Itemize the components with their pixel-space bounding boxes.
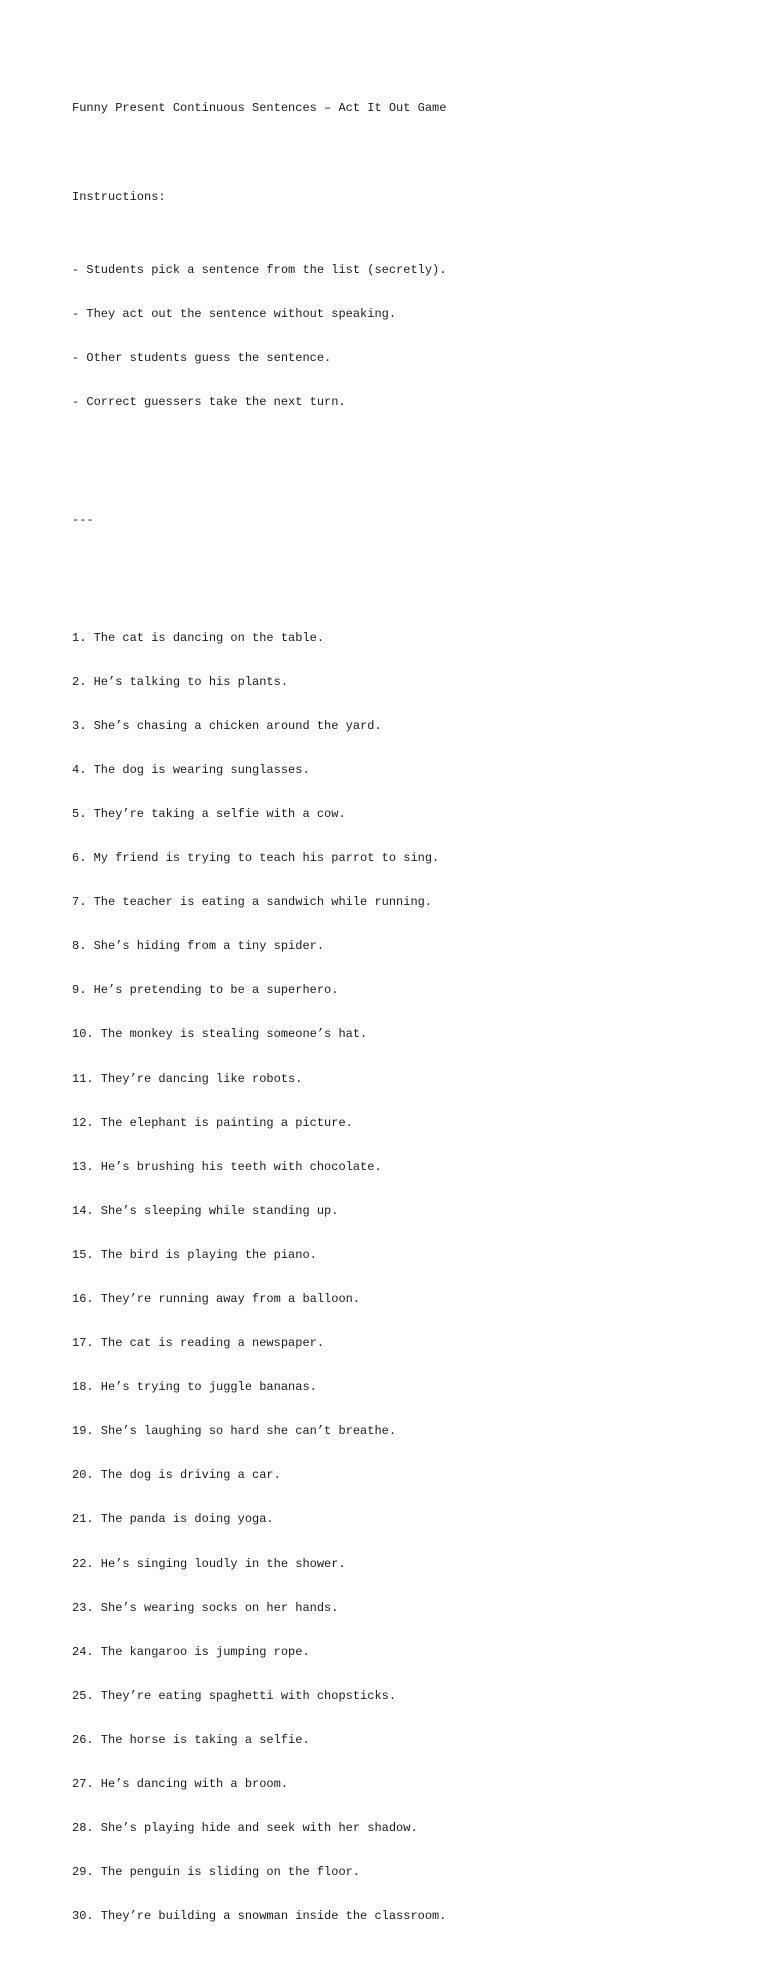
sentence-item: 2. He’s talking to his plants. [72,674,289,689]
blank-line [72,557,732,572]
separator: --- [72,512,94,527]
sentence-item: 20. The dog is driving a car. [72,1468,281,1483]
sentence-item: 17. The cat is reading a newspaper. [72,1336,325,1351]
blank-line [72,469,732,484]
instructions-list [72,234,732,440]
sentence-item: 9. He’s pretending to be a superhero. [72,983,339,998]
sentence-item: 29. The penguin is sliding on the floor. [72,1865,361,1880]
sentence-item: 11. They’re dancing like robots. [72,1071,303,1086]
sentence-item: 14. She’s sleeping while standing up. [72,1203,339,1218]
sentence-item: 16. They’re running away from a balloon. [72,1291,361,1306]
instruction-item: - Students pick a sentence from the list (secretly). [72,263,447,278]
sentence-item: 23. She’s wearing socks on her hands. [72,1600,339,1615]
sentence-item: 26. The horse is taking a selfie. [72,1732,310,1747]
sentence-item: 4. The dog is wearing sunglasses. [72,762,310,777]
sentence-item: 28. She’s playing hide and seek with her shadow. [72,1821,418,1836]
sentence-item: 3. She’s chasing a chicken around the yard. [72,718,382,733]
sentence-item: 21. The panda is doing yoga. [72,1512,274,1527]
instruction-item: - Correct guessers take the next turn. [72,395,346,410]
document-page [72,72,732,1968]
sentence-item: 25. They’re eating spaghetti with chopsticks. [72,1688,397,1703]
sentence-item: 12. The elephant is painting a picture. [72,1115,353,1130]
instructions-heading: Instructions: [72,189,166,204]
document-title: Funny Present Continuous Sentences – Act It Out Game [72,101,447,116]
sentence-item: 18. He’s trying to juggle bananas. [72,1380,317,1395]
sentence-item: 24. The kangaroo is jumping rope. [72,1644,310,1659]
sentence-item: 22. He’s singing loudly in the shower. [72,1556,346,1571]
sentence-item: 30. They’re building a snowman inside the classroom. [72,1909,447,1924]
sentence-item: 27. He’s dancing with a broom. [72,1777,289,1791]
sentence-item: 13. He’s brushing his teeth with chocolate. [72,1159,382,1174]
sentence-list [72,601,732,1953]
sentence-item: 6. My friend is trying to teach his parrot to sing. [72,851,440,866]
sentence-item: 10. The monkey is stealing someone’s hat. [72,1027,368,1042]
instruction-item: - They act out the sentence without speaking. [72,307,397,322]
sentence-item: 1. The cat is dancing on the table. [72,630,325,645]
instruction-item: - Other students guess the sentence. [72,351,332,366]
sentence-item: 8. She’s hiding from a tiny spider. [72,939,325,954]
blank-line [72,146,732,161]
sentence-item: 5. They’re taking a selfie with a cow. [72,806,346,821]
sentence-item: 19. She’s laughing so hard she can’t breathe. [72,1424,397,1439]
sentence-item: 15. The bird is playing the piano. [72,1247,317,1262]
sentence-item: 7. The teacher is eating a sandwich while running. [72,895,433,910]
